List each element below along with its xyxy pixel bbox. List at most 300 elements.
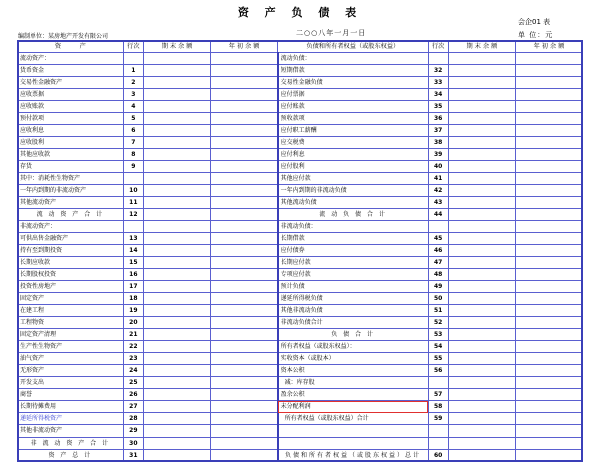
asset-begin-balance-cell[interactable] (211, 185, 278, 197)
asset-row-no: 29 (123, 425, 143, 437)
asset-end-balance-cell[interactable] (143, 305, 210, 317)
liability-end-balance-cell[interactable] (448, 281, 515, 293)
liability-label: 未分配利润 (278, 401, 428, 413)
liability-begin-balance-cell[interactable] (515, 401, 582, 413)
form-code: 会企01 表 (518, 18, 551, 26)
liability-row-no (428, 53, 448, 65)
liability-row-no (428, 437, 448, 449)
liability-end-balance-cell[interactable] (448, 365, 515, 377)
asset-label: 固定资产 (18, 293, 124, 305)
asset-begin-balance-cell[interactable] (211, 341, 278, 353)
col-begin-balance: 年 初 余 额 (211, 41, 278, 53)
liability-end-balance-cell[interactable] (448, 125, 515, 137)
liability-row-no: 57 (428, 389, 448, 401)
liability-end-balance-cell[interactable] (448, 149, 515, 161)
liability-row-no: 56 (428, 365, 448, 377)
liability-end-balance-cell[interactable] (448, 329, 515, 341)
liability-begin-balance-cell[interactable] (515, 221, 582, 233)
asset-label: 其他应收款 (18, 149, 124, 161)
asset-begin-balance-cell[interactable] (211, 413, 278, 425)
asset-end-balance-cell[interactable] (143, 53, 210, 65)
asset-end-balance-cell[interactable] (143, 209, 210, 221)
liability-end-balance-cell[interactable] (448, 89, 515, 101)
liability-begin-balance-cell[interactable] (515, 233, 582, 245)
asset-row-no (123, 53, 143, 65)
liability-begin-balance-cell[interactable] (515, 257, 582, 269)
liability-row-no: 52 (428, 317, 448, 329)
asset-row-no: 5 (123, 113, 143, 125)
liability-begin-balance-cell[interactable] (515, 161, 582, 173)
asset-label: 投资性房地产 (18, 281, 124, 293)
asset-label: 工程物资 (18, 317, 124, 329)
liability-begin-balance-cell[interactable] (515, 329, 582, 341)
liability-begin-balance-cell[interactable] (515, 89, 582, 101)
liability-begin-balance-cell[interactable] (515, 101, 582, 113)
liability-row-no: 42 (428, 185, 448, 197)
liability-begin-balance-cell[interactable] (515, 269, 582, 281)
asset-label: 资 产 总 计 (18, 449, 124, 461)
asset-label: 一年内到期的非流动资产 (18, 185, 124, 197)
asset-label: 其他非流动资产 (18, 425, 124, 437)
liability-end-balance-cell[interactable] (448, 113, 515, 125)
asset-begin-balance-cell[interactable] (211, 245, 278, 257)
asset-begin-balance-cell[interactable] (211, 101, 278, 113)
liability-label: 预计负债 (278, 281, 428, 293)
asset-begin-balance-cell[interactable] (211, 293, 278, 305)
asset-end-balance-cell[interactable] (143, 293, 210, 305)
asset-row-no: 23 (123, 353, 143, 365)
asset-begin-balance-cell[interactable] (211, 329, 278, 341)
asset-end-balance-cell[interactable] (143, 317, 210, 329)
asset-end-balance-cell[interactable] (143, 437, 210, 449)
asset-row-no (123, 221, 143, 233)
table-row (18, 101, 583, 113)
liability-begin-balance-cell[interactable] (515, 77, 582, 89)
asset-row-no: 7 (123, 137, 143, 149)
asset-end-balance-cell[interactable] (143, 341, 210, 353)
liability-begin-balance-cell[interactable] (515, 305, 582, 317)
liability-end-balance-cell[interactable] (448, 317, 515, 329)
liability-label: 长期应付款 (278, 257, 428, 269)
asset-begin-balance-cell[interactable] (211, 377, 278, 389)
asset-label: 其他流动资产 (18, 197, 124, 209)
balance-sheet-table (17, 40, 583, 462)
liability-row-no: 36 (428, 113, 448, 125)
liability-end-balance-cell[interactable] (448, 53, 515, 65)
liability-label (278, 425, 428, 437)
asset-label: 非流动资产： (18, 221, 124, 233)
header-row (18, 41, 583, 53)
asset-begin-balance-cell[interactable] (211, 209, 278, 221)
asset-begin-balance-cell[interactable] (211, 425, 278, 437)
asset-label: 长期股权投资 (18, 269, 124, 281)
table-row (18, 449, 583, 461)
table-row (18, 329, 583, 341)
liability-label: 负 债 合 计 (278, 329, 428, 341)
asset-begin-balance-cell[interactable] (211, 317, 278, 329)
liability-end-balance-cell[interactable] (448, 185, 515, 197)
table-row (18, 353, 583, 365)
asset-row-no: 20 (123, 317, 143, 329)
liability-begin-balance-cell[interactable] (515, 293, 582, 305)
liability-label: 其他非流动负债 (278, 305, 428, 317)
liability-end-balance-cell[interactable] (448, 173, 515, 185)
asset-begin-balance-cell[interactable] (211, 125, 278, 137)
asset-end-balance-cell[interactable] (143, 401, 210, 413)
col-begin-balance: 年 初 余 额 (515, 41, 582, 53)
asset-end-balance-cell[interactable] (143, 65, 210, 77)
liability-end-balance-cell[interactable] (448, 413, 515, 425)
liability-label: 负债和所有者权益（或股东权益）总计 (278, 449, 428, 461)
table-row (18, 77, 583, 89)
table-row (18, 305, 583, 317)
table-row (18, 113, 583, 125)
liability-begin-balance-cell[interactable] (515, 449, 582, 461)
asset-row-no: 31 (123, 449, 143, 461)
asset-label: 交易性金融资产 (18, 77, 124, 89)
liability-end-balance-cell[interactable] (448, 401, 515, 413)
liability-label: 应付职工薪酬 (278, 125, 428, 137)
asset-row-no: 18 (123, 293, 143, 305)
col-liability: 负债和所有者权益（或股东权益） (278, 41, 428, 53)
liability-row-no: 55 (428, 353, 448, 365)
table-row (18, 245, 583, 257)
table-row (18, 197, 583, 209)
liability-end-balance-cell[interactable] (448, 293, 515, 305)
table-row (18, 125, 583, 137)
asset-begin-balance-cell[interactable] (211, 305, 278, 317)
table-row (18, 401, 583, 413)
liability-label: 一年内到期的非流动负债 (278, 185, 428, 197)
asset-row-no: 6 (123, 125, 143, 137)
liability-label: 资本公积 (278, 365, 428, 377)
liability-end-balance-cell[interactable] (448, 101, 515, 113)
liability-row-no: 48 (428, 269, 448, 281)
liability-begin-balance-cell[interactable] (515, 365, 582, 377)
asset-end-balance-cell[interactable] (143, 185, 210, 197)
asset-begin-balance-cell[interactable] (211, 389, 278, 401)
table-row (18, 389, 583, 401)
liability-begin-balance-cell[interactable] (515, 113, 582, 125)
liability-label: 应付股利 (278, 161, 428, 173)
asset-end-balance-cell[interactable] (143, 425, 210, 437)
asset-begin-balance-cell[interactable] (211, 53, 278, 65)
liability-row-no: 58 (428, 401, 448, 413)
liability-row-no: 40 (428, 161, 448, 173)
liability-end-balance-cell[interactable] (448, 65, 515, 77)
liability-end-balance-cell[interactable] (448, 269, 515, 281)
table-row (18, 269, 583, 281)
asset-row-no: 28 (123, 413, 143, 425)
asset-row-no: 10 (123, 185, 143, 197)
asset-row-no: 27 (123, 401, 143, 413)
asset-end-balance-cell[interactable] (143, 269, 210, 281)
liability-label: 递延所得税负债 (278, 293, 428, 305)
asset-row-no: 15 (123, 257, 143, 269)
asset-begin-balance-cell[interactable] (211, 353, 278, 365)
table-row (18, 233, 583, 245)
liability-label: 交易性金融负债 (278, 77, 428, 89)
liability-label: 减：库存股 (278, 377, 428, 389)
asset-label: 非 流 动 资 产 合 计 (18, 437, 124, 449)
liability-row-no: 50 (428, 293, 448, 305)
liability-row-no: 33 (428, 77, 448, 89)
asset-row-no: 13 (123, 233, 143, 245)
liability-end-balance-cell[interactable] (448, 233, 515, 245)
liability-row-no: 37 (428, 125, 448, 137)
liability-row-no: 44 (428, 209, 448, 221)
liability-end-balance-cell[interactable] (448, 353, 515, 365)
liability-end-balance-cell[interactable] (448, 209, 515, 221)
liability-begin-balance-cell[interactable] (515, 353, 582, 365)
col-end-balance: 期 末 余 额 (448, 41, 515, 53)
liability-begin-balance-cell[interactable] (515, 197, 582, 209)
liability-row-no: 51 (428, 305, 448, 317)
asset-row-no: 22 (123, 341, 143, 353)
asset-begin-balance-cell[interactable] (211, 197, 278, 209)
asset-label: 其中：消耗性生物资产 (18, 173, 124, 185)
liability-end-balance-cell[interactable] (448, 221, 515, 233)
asset-end-balance-cell[interactable] (143, 257, 210, 269)
liability-begin-balance-cell[interactable] (515, 53, 582, 65)
liability-label: 所有者权益（或股东权益）合计 (278, 413, 428, 425)
asset-end-balance-cell[interactable] (143, 413, 210, 425)
asset-label: 固定资产清理 (18, 329, 124, 341)
asset-row-no: 8 (123, 149, 143, 161)
asset-end-balance-cell[interactable] (143, 233, 210, 245)
asset-end-balance-cell[interactable] (143, 377, 210, 389)
liability-label: 长期借款 (278, 233, 428, 245)
asset-end-balance-cell[interactable] (143, 149, 210, 161)
table-row (18, 257, 583, 269)
asset-end-balance-cell[interactable] (143, 77, 210, 89)
liability-begin-balance-cell[interactable] (515, 173, 582, 185)
liability-begin-balance-cell[interactable] (515, 125, 582, 137)
sheet-title: 资 产 负 债 表 (237, 6, 363, 19)
liability-end-balance-cell[interactable] (448, 257, 515, 269)
liability-label: 盈余公积 (278, 389, 428, 401)
liability-begin-balance-cell[interactable] (515, 209, 582, 221)
asset-row-no: 25 (123, 377, 143, 389)
asset-label: 开发支出 (18, 377, 124, 389)
asset-begin-balance-cell[interactable] (211, 89, 278, 101)
liability-label: 非流动负债合计 (278, 317, 428, 329)
liability-label: 专项应付款 (278, 269, 428, 281)
asset-end-balance-cell[interactable] (143, 281, 210, 293)
asset-begin-balance-cell[interactable] (211, 221, 278, 233)
asset-end-balance-cell[interactable] (143, 365, 210, 377)
liability-end-balance-cell[interactable] (448, 425, 515, 437)
liability-row-no (428, 221, 448, 233)
asset-end-balance-cell[interactable] (143, 173, 210, 185)
table-row (18, 413, 583, 425)
table-row (18, 173, 583, 185)
liability-label: 应付账款 (278, 101, 428, 113)
liability-begin-balance-cell[interactable] (515, 425, 582, 437)
col-end-balance: 期 末 余 额 (143, 41, 210, 53)
asset-label: 可供出售金融资产 (18, 233, 124, 245)
liability-label: 实收资本（或股本） (278, 353, 428, 365)
table-row (18, 317, 583, 329)
table-row (18, 425, 583, 437)
asset-end-balance-cell[interactable] (143, 221, 210, 233)
liability-end-balance-cell[interactable] (448, 437, 515, 449)
asset-end-balance-cell[interactable] (143, 329, 210, 341)
asset-end-balance-cell[interactable] (143, 125, 210, 137)
asset-label: 长期应收款 (18, 257, 124, 269)
asset-begin-balance-cell[interactable] (211, 137, 278, 149)
liability-end-balance-cell[interactable] (448, 341, 515, 353)
liability-label: 应付债券 (278, 245, 428, 257)
liability-label: 流动负债： (278, 53, 428, 65)
asset-row-no: 3 (123, 89, 143, 101)
liability-row-no: 59 (428, 413, 448, 425)
asset-label: 递延所得税资产 (18, 413, 124, 425)
asset-row-no: 17 (123, 281, 143, 293)
asset-begin-balance-cell[interactable] (211, 401, 278, 413)
liability-begin-balance-cell[interactable] (515, 341, 582, 353)
liability-begin-balance-cell[interactable] (515, 281, 582, 293)
asset-row-no: 24 (123, 365, 143, 377)
table-row (18, 185, 583, 197)
liability-row-no: 49 (428, 281, 448, 293)
asset-row-no: 12 (123, 209, 143, 221)
liability-row-no (428, 425, 448, 437)
asset-label: 预付款项 (18, 113, 124, 125)
table-row (18, 293, 583, 305)
liability-label: 应交税费 (278, 137, 428, 149)
liability-label: 非流动负债： (278, 221, 428, 233)
asset-end-balance-cell[interactable] (143, 245, 210, 257)
table-row (18, 137, 583, 149)
liability-row-no: 43 (428, 197, 448, 209)
liability-row-no: 39 (428, 149, 448, 161)
table-row (18, 365, 583, 377)
liability-begin-balance-cell[interactable] (515, 377, 582, 389)
liability-label: 所有者权益（或股东权益）： (278, 341, 428, 353)
liability-row-no: 54 (428, 341, 448, 353)
col-row-no: 行次 (123, 41, 143, 53)
asset-row-no: 19 (123, 305, 143, 317)
asset-row-no: 21 (123, 329, 143, 341)
asset-begin-balance-cell[interactable] (211, 281, 278, 293)
asset-begin-balance-cell[interactable] (211, 173, 278, 185)
asset-begin-balance-cell[interactable] (211, 233, 278, 245)
asset-end-balance-cell[interactable] (143, 137, 210, 149)
asset-label: 存货 (18, 161, 124, 173)
liability-label: 应付利息 (278, 149, 428, 161)
liability-row-no: 46 (428, 245, 448, 257)
liability-row-no: 38 (428, 137, 448, 149)
asset-begin-balance-cell[interactable] (211, 449, 278, 461)
liability-label: 其他应付款 (278, 173, 428, 185)
asset-row-no: 26 (123, 389, 143, 401)
liability-end-balance-cell[interactable] (448, 377, 515, 389)
col-row-no: 行次 (428, 41, 448, 53)
liability-begin-balance-cell[interactable] (515, 389, 582, 401)
asset-label: 应收利息 (18, 125, 124, 137)
asset-begin-balance-cell[interactable] (211, 77, 278, 89)
asset-begin-balance-cell[interactable] (211, 269, 278, 281)
liability-end-balance-cell[interactable] (448, 389, 515, 401)
liability-end-balance-cell[interactable] (448, 137, 515, 149)
asset-begin-balance-cell[interactable] (211, 161, 278, 173)
asset-label: 流动资产： (18, 53, 124, 65)
liability-begin-balance-cell[interactable] (515, 413, 582, 425)
company-name: 编制单位：某房地产开发有限公司 (18, 33, 109, 40)
asset-end-balance-cell[interactable] (143, 353, 210, 365)
asset-begin-balance-cell[interactable] (211, 257, 278, 269)
asset-end-balance-cell[interactable] (143, 389, 210, 401)
asset-begin-balance-cell[interactable] (211, 437, 278, 449)
liability-begin-balance-cell[interactable] (515, 245, 582, 257)
liability-end-balance-cell[interactable] (448, 449, 515, 461)
asset-label: 在建工程 (18, 305, 124, 317)
asset-begin-balance-cell[interactable] (211, 149, 278, 161)
liability-label: 其他流动负债 (278, 197, 428, 209)
col-asset: 资 产 (18, 41, 124, 53)
liability-end-balance-cell[interactable] (448, 305, 515, 317)
table-row (18, 221, 583, 233)
asset-label: 货币资金 (18, 65, 124, 77)
asset-end-balance-cell[interactable] (143, 101, 210, 113)
asset-row-no: 2 (123, 77, 143, 89)
asset-row-no (123, 173, 143, 185)
liability-row-no: 41 (428, 173, 448, 185)
table-row (18, 281, 583, 293)
liability-begin-balance-cell[interactable] (515, 185, 582, 197)
liability-end-balance-cell[interactable] (448, 77, 515, 89)
asset-row-no: 4 (123, 101, 143, 113)
liability-begin-balance-cell[interactable] (515, 149, 582, 161)
liability-end-balance-cell[interactable] (448, 245, 515, 257)
liability-label: 流 动 负 债 合 计 (278, 209, 428, 221)
currency-unit: 单 位：元 (518, 31, 554, 39)
asset-end-balance-cell[interactable] (143, 113, 210, 125)
liability-row-no: 35 (428, 101, 448, 113)
liability-begin-balance-cell[interactable] (515, 437, 582, 449)
table-row (18, 377, 583, 389)
table-row (18, 341, 583, 353)
asset-end-balance-cell[interactable] (143, 161, 210, 173)
liability-begin-balance-cell[interactable] (515, 137, 582, 149)
liability-row-no: 47 (428, 257, 448, 269)
asset-label: 商誉 (18, 389, 124, 401)
liability-row-no: 34 (428, 89, 448, 101)
asset-begin-balance-cell[interactable] (211, 365, 278, 377)
liability-end-balance-cell[interactable] (448, 197, 515, 209)
liability-label: 短期借款 (278, 65, 428, 77)
liability-label: 预收款项 (278, 113, 428, 125)
liability-label: 应付票据 (278, 89, 428, 101)
asset-label: 应收票据 (18, 89, 124, 101)
asset-row-no: 9 (123, 161, 143, 173)
liability-begin-balance-cell[interactable] (515, 317, 582, 329)
liability-label (278, 437, 428, 449)
asset-end-balance-cell[interactable] (143, 449, 210, 461)
table-row (18, 65, 583, 77)
table-row (18, 53, 583, 65)
liability-row-no: 60 (428, 449, 448, 461)
asset-end-balance-cell[interactable] (143, 89, 210, 101)
table-row (18, 149, 583, 161)
asset-row-no: 1 (123, 65, 143, 77)
liability-end-balance-cell[interactable] (448, 161, 515, 173)
asset-begin-balance-cell[interactable] (211, 113, 278, 125)
asset-begin-balance-cell[interactable] (211, 65, 278, 77)
asset-end-balance-cell[interactable] (143, 197, 210, 209)
liability-begin-balance-cell[interactable] (515, 65, 582, 77)
